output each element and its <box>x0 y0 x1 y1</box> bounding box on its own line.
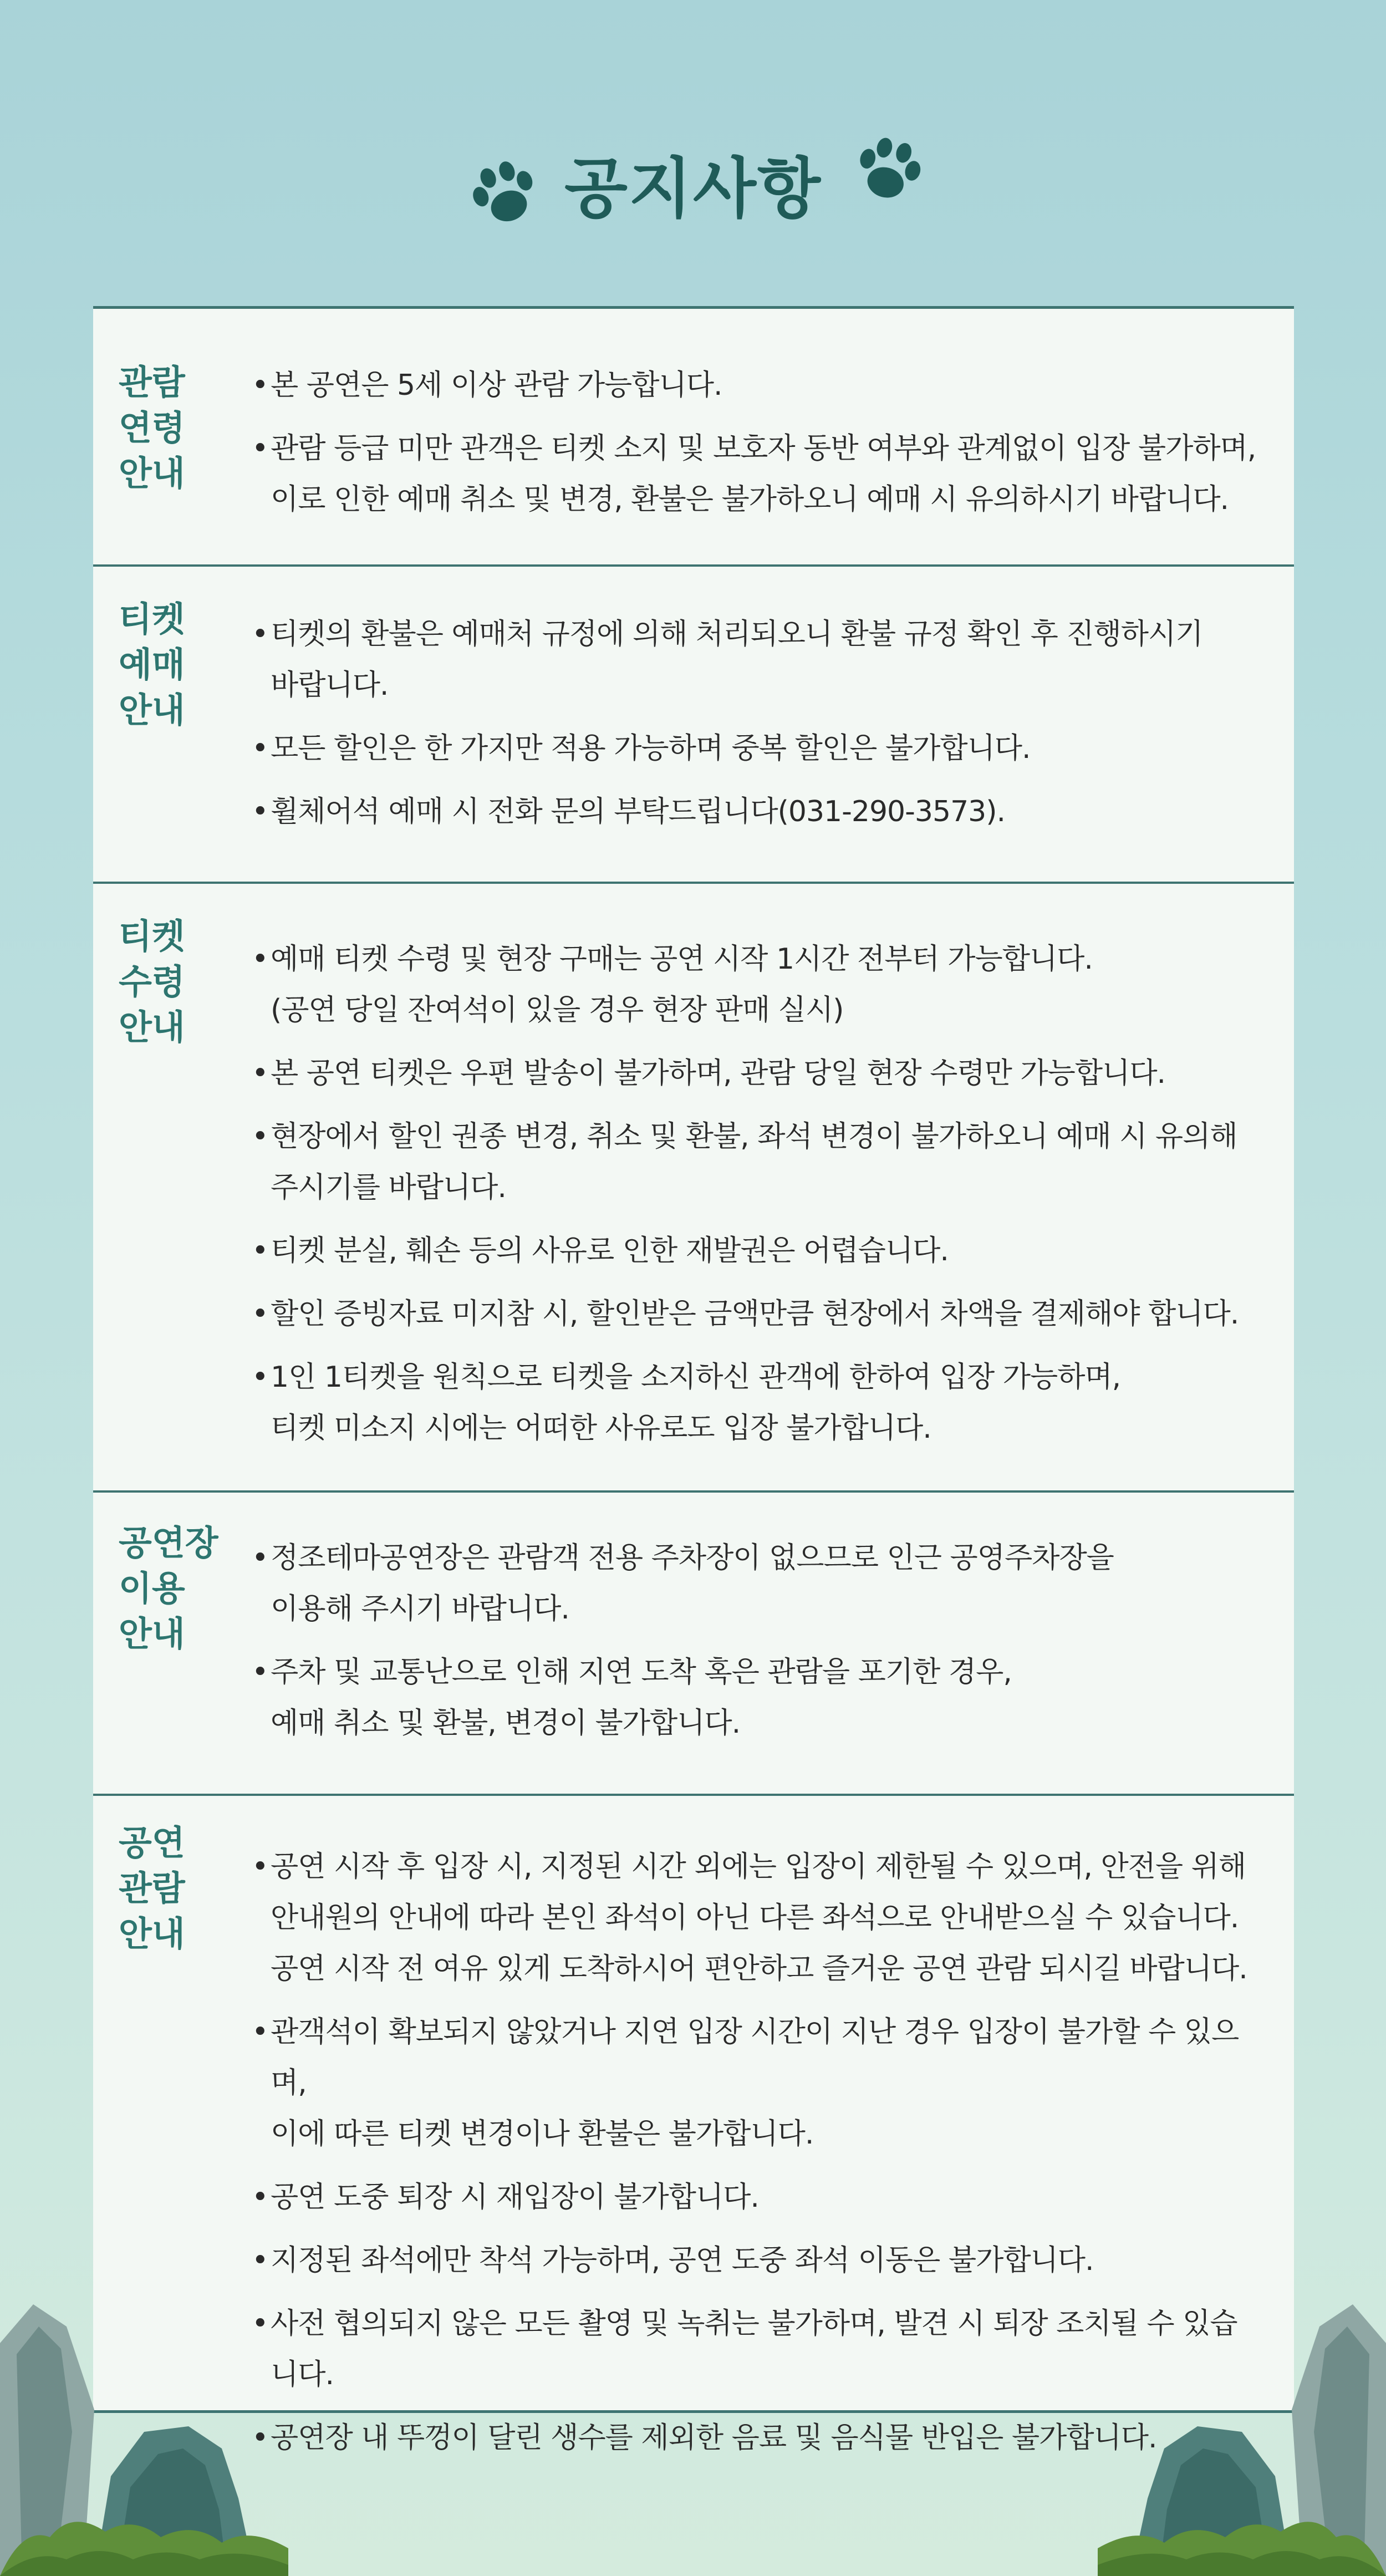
notice-panel <box>93 306 1294 2455</box>
header <box>0 128 1386 238</box>
mountain-decoration-right <box>1098 2266 1386 2576</box>
section-title: 관람 연령 안내 <box>119 362 185 493</box>
paw-icon <box>838 119 940 221</box>
section-venue-info <box>93 1493 1294 1796</box>
list-item: • 사전 협의되지 않은 모든 촬영 및 녹취는 불가하며, 발견 시 퇴장 조치될 수 있습니다. <box>252 2298 1261 2400</box>
mountain-decoration-left <box>0 2266 288 2576</box>
list-item: • 현장에서 할인 권종 변경, 취소 및 환불, 좌석 변경이 불가하오니 예매 시 유의해 주시기를 바랍니다. <box>252 1111 1261 1213</box>
section-age-info <box>93 309 1294 567</box>
list-item: • 휠체어석 예매 시 전화 문의 부탁드립니다(031-290-3573). <box>252 786 1261 837</box>
notice-list <box>252 914 1294 1490</box>
notice-list <box>252 360 1294 564</box>
list-item: • 예매 티켓 수령 및 현장 구매는 공연 시작 1시간 전부터 가능합니다. (공연 당일 잔여석이 있을 경우 현장 판매 실시) <box>252 934 1261 1036</box>
list-item: • 공연 시작 후 입장 시, 지정된 시간 외에는 입장이 제한될 수 있으며, 안전을 위해 안내원의 안내에 따라 본인 좌석이 아닌 다른 좌석으로 안내받으실 수 있습니다. 공연 시작 전 여유 있게 도착하시어 편안하고 즐거운 공연 관람 되시길 바랍니다. <box>252 1841 1261 1994</box>
paw-icon <box>451 140 558 247</box>
list-item: • 할인 증빙자료 미지참 시, 할인받은 금액만큼 현장에서 차액을 결제해야 합니다. <box>252 1289 1261 1340</box>
section-title: 티켓 예매 안내 <box>119 599 185 730</box>
list-item: • 공연 도중 퇴장 시 재입장이 불가합니다. <box>252 2172 1261 2223</box>
section-title: 티켓 수령 안내 <box>119 916 185 1047</box>
list-item: • 본 공연은 5세 이상 관람 가능합니다. <box>252 360 1261 411</box>
notice-list <box>252 1520 1294 1794</box>
list-item: • 모든 할인은 한 가지만 적용 가능하며 중복 할인은 불가합니다. <box>252 723 1261 774</box>
list-item: • 티켓 분실, 훼손 등의 사유로 인한 재발권은 어렵습니다. <box>252 1225 1261 1276</box>
list-item: • 주차 및 교통난으로 인해 지연 도착 혹은 관람을 포기한 경우, 예매 취소 및 환불, 변경이 불가합니다. <box>252 1647 1261 1749</box>
notice-list <box>252 597 1294 882</box>
list-item: • 지정된 좌석에만 착석 가능하며, 공연 도중 좌석 이동은 불가합니다. <box>252 2235 1261 2286</box>
section-title: 공연장 이용 안내 <box>119 1523 218 1654</box>
list-item: • 정조테마공연장은 관람객 전용 주차장이 없으므로 인근 공영주차장을 이용해 주시기 바랍니다. <box>252 1533 1261 1635</box>
list-item: • 관객석이 확보되지 않았거나 지연 입장 시간이 지난 경우 입장이 불가할 수 있으며, 이에 따른 티켓 변경이나 환불은 불가합니다. <box>252 2007 1261 2160</box>
page-title: 공지사항 <box>564 150 822 227</box>
list-item: • 1인 1티켓을 원칙으로 티켓을 소지하신 관객에 한하여 입장 가능하며, 티켓 미소지 시에는 어떠한 사유로도 입장 불가합니다. <box>252 1352 1261 1454</box>
section-ticket-pickup <box>93 884 1294 1493</box>
list-item: • 본 공연 티켓은 우편 발송이 불가하며, 관람 당일 현장 수령만 가능합니다. <box>252 1048 1261 1099</box>
section-ticket-booking <box>93 567 1294 884</box>
list-item: • 공연장 내 뚜껑이 달린 생수를 제외한 음료 및 음식물 반입은 불가합니다. <box>252 2412 1261 2463</box>
section-title: 공연 관람 안내 <box>119 1822 185 1954</box>
list-item: • 티켓의 환불은 예매처 규정에 의해 처리되오니 환불 규정 확인 후 진행하시기 바랍니다. <box>252 609 1261 711</box>
list-item: • 관람 등급 미만 관객은 티켓 소지 및 보호자 동반 여부와 관계없이 입장 불가하며, 이로 인한 예매 취소 및 변경, 환불은 불가하오니 예매 시 유의하시기 바랍니다. <box>252 423 1261 525</box>
